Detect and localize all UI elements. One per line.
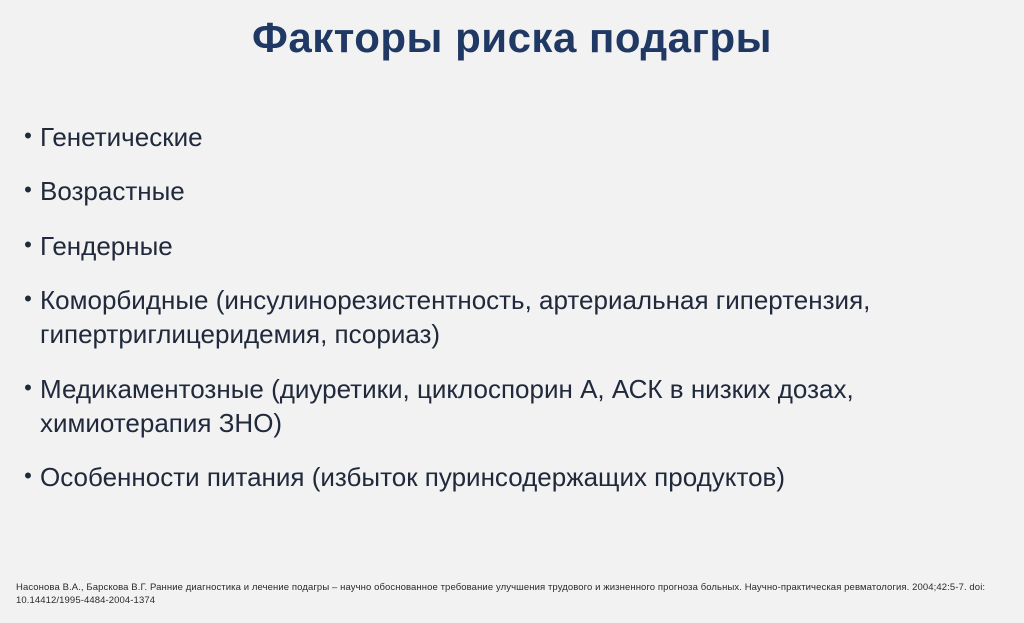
list-item-label: Особенности питания (избыток пуринсодержащих продуктов)	[40, 462, 785, 493]
bullet-dot-icon: •	[24, 177, 32, 203]
list-item-label: Коморбидные (инсулинорезистентность, артериальная гипертензия, гипертриглицеридемия, псориаз)	[40, 284, 871, 350]
page-title: Факторы риска подагры	[252, 14, 772, 61]
list-item-label: Возрастные	[40, 176, 185, 207]
bullet-dot-icon: •	[24, 463, 32, 489]
list-item	[16, 283, 984, 352]
citation-footnote: Насонова В.А., Барскова В.Г. Ранние диагностика и лечение подагры – научно обоснованное требование улучшения трудового и жизненного прогноза больных. Научно-практическая ревматология. 2004;42:5-7. doi: 10.14412/1995-4484-2004-1374	[16, 582, 986, 606]
list-item-label: Медикаментозные (диуретики, циклоспорин А, АСК в низких дозах, химиотерапия ЗНО)	[40, 373, 854, 438]
list-item	[16, 372, 984, 441]
list-item	[16, 460, 984, 494]
list-item	[16, 120, 984, 154]
list-item-label: Генетические	[40, 122, 203, 152]
bullet-dot-icon: •	[24, 374, 32, 400]
list-item-label: Гендерные	[40, 230, 173, 261]
bullet-dot-icon: •	[24, 231, 32, 257]
bullet-dot-icon: •	[24, 123, 32, 148]
risk-factors-list	[16, 120, 984, 515]
list-item	[16, 229, 984, 263]
bullet-dot-icon: •	[24, 285, 32, 311]
list-item	[16, 174, 984, 208]
